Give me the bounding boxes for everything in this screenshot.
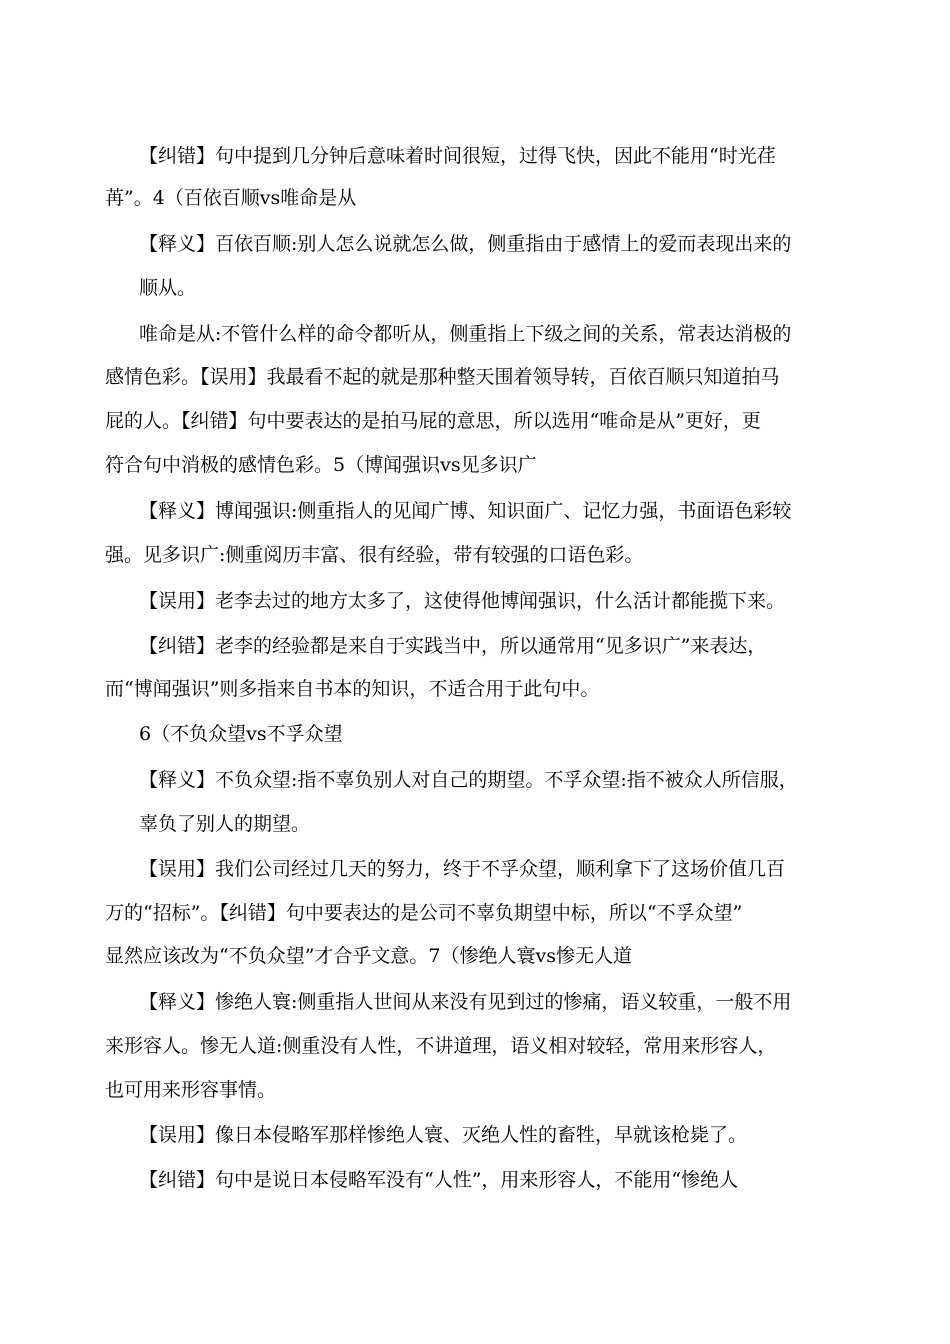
text-line: 显然应该改为“不负众望”才合乎文意。7（惨绝人寰vs惨无人道 xyxy=(105,945,633,967)
text-line: 6（不负众望vs不孚众望 xyxy=(139,723,343,745)
text-line: 【释义】博闻强识:侧重指人的见闻广博、知识面广、记忆力强，书面语色彩较 xyxy=(139,500,792,522)
text-line: 也可用来形容事情。 xyxy=(105,1079,277,1101)
text-line: 符合句中消极的感情色彩。5（博闻强识vs见多识广 xyxy=(105,454,537,476)
text-line: 而“博闻强识”则多指来自书本的知识，不适合用于此句中。 xyxy=(105,678,600,700)
text-line: 【误用】老李去过的地方太多了，这使得他博闻强识，什么活计都能揽下来。 xyxy=(139,590,786,612)
text-line: 【释义】不负众望:指不辜负别人对自己的期望。不孚众望:指不被众人所信服， xyxy=(139,769,798,791)
text-line: 【纠错】老李的经验都是来自于实践当中，所以通常用“见多识广”来表达， xyxy=(139,635,767,657)
text-line: 【释义】百依百顺:别人怎么说就怎么做，侧重指由于感情上的爱而表现出来的 xyxy=(139,233,792,255)
text-line: 【误用】像日本侵略军那样惨绝人寰、灭绝人性的畜牲，早就该枪毙了。 xyxy=(139,1124,748,1146)
text-line: 感情色彩。【误用】我最看不起的就是那种整天围着领导转，百依百顺只知道拍马 xyxy=(105,366,780,388)
text-line: 万的“招标”。【纠错】句中要表达的是公司不辜负期望中标，所以“不孚众望” xyxy=(105,902,743,924)
text-line: 强。见多识广:侧重阅历丰富、很有经验，带有较强的口语色彩。 xyxy=(105,544,644,566)
text-line: 苒”。4（百依百顺vs唯命是从 xyxy=(105,187,357,209)
text-line: 【释义】惨绝人寰:侧重指人世间从来没有见到过的惨痛，语义较重，一般不用 xyxy=(139,991,792,1013)
text-line: 【纠错】句中是说日本侵略军没有“人性”，用来形容人，不能用“惨绝人 xyxy=(139,1169,739,1191)
text-line: 辜负了别人的期望。 xyxy=(139,813,311,835)
text-line: 【误用】我们公司经过几天的努力，终于不孚众望，顺利拿下了这场价值几百 xyxy=(139,858,786,880)
text-line: 来形容人。惨无人道:侧重没有人性，不讲道理，语义相对较轻，常用来形容人， xyxy=(105,1035,777,1057)
text-line: 唯命是从:不管什么样的命令都听从，侧重指上下级之间的关系，常表达消极的 xyxy=(139,323,792,345)
text-line: 屁的人。【纠错】句中要表达的是拍马屁的意思，所以选用“唯命是从”更好，更 xyxy=(105,410,761,432)
text-line: 【纠错】句中提到几分钟后意味着时间很短，过得飞快，因此不能用“时光荏 xyxy=(139,145,776,167)
text-line: 顺从。 xyxy=(139,277,197,299)
